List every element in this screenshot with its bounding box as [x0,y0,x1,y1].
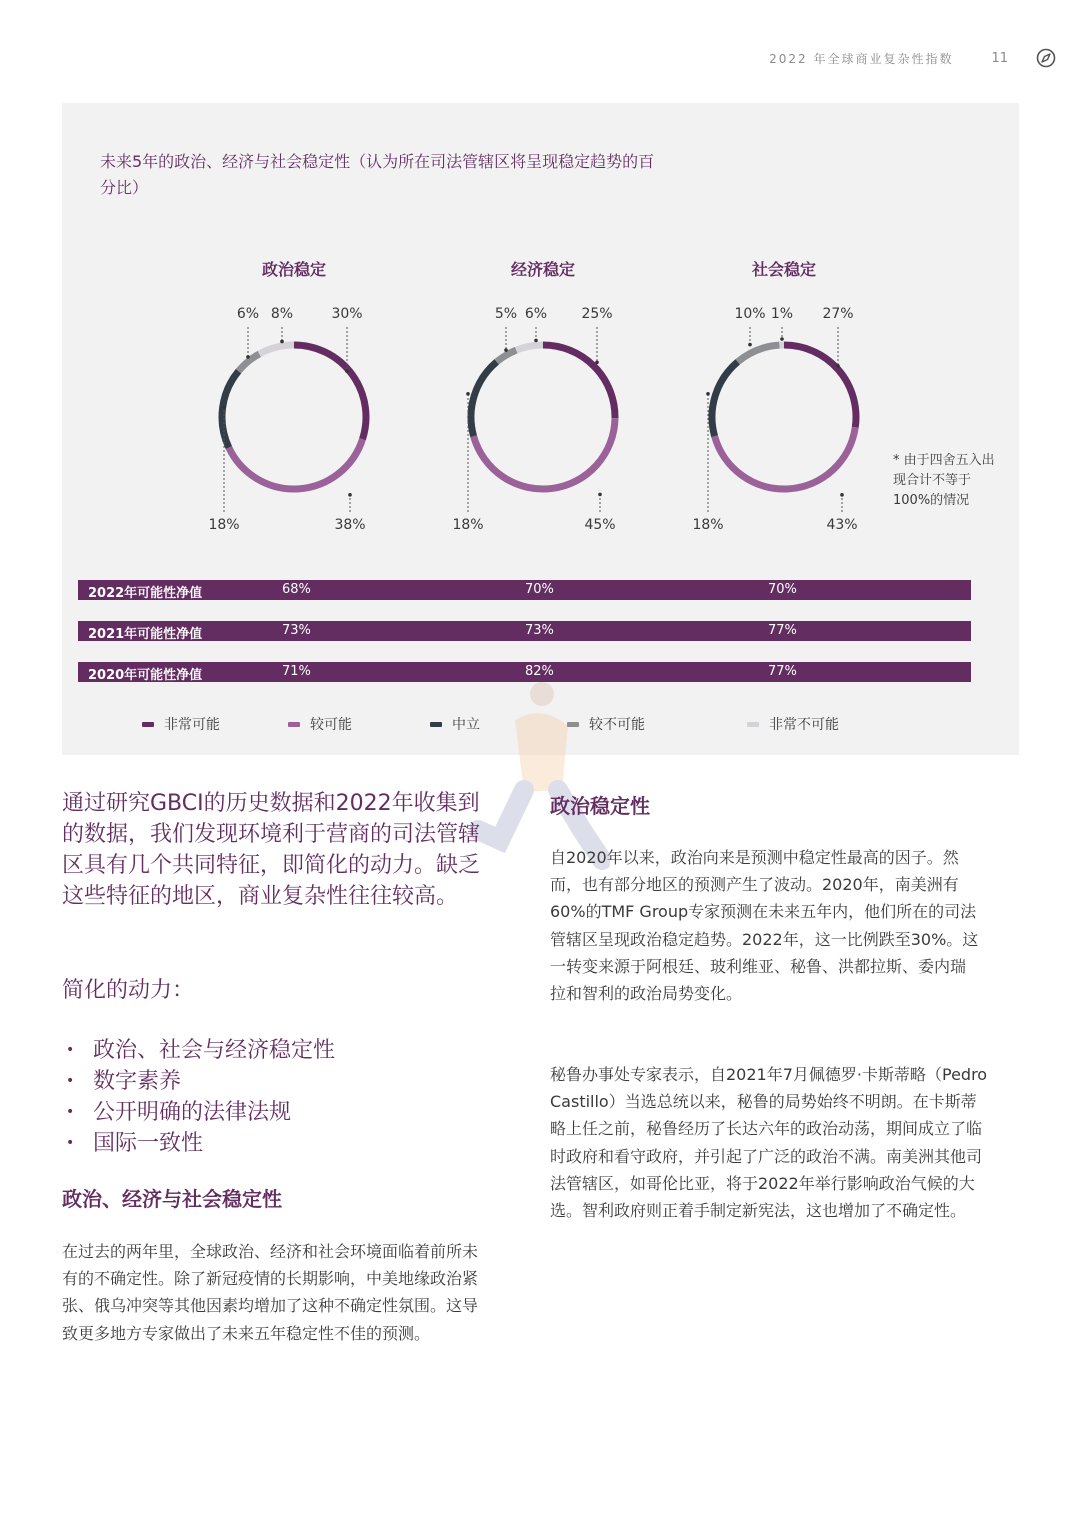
net-likelihood-bar [78,580,971,600]
donut-value-label: 30% [331,306,363,322]
legend-swatch [430,722,442,727]
donut-segment [543,345,615,418]
leader-dot [836,364,840,368]
legend-item [430,714,480,734]
net-likelihood-value: 77% [768,664,797,679]
leader-dot [246,355,250,359]
lead-paragraph: 通过研究GBCI的历史数据和2022年收集到的数据，我们发现环境利于营商的司法管辖区具有几个共同特征，即简化的动力。缺乏这些特征的地区，商业复杂性往往较高。 [62,791,481,909]
donut-segment [229,439,363,489]
legend-item [142,714,220,734]
legend-label: 中立 [452,717,480,733]
donut-segment [715,427,856,489]
legend-swatch [747,722,759,727]
donut-value-label: 6% [524,306,548,322]
donut-value-label: 43% [826,517,858,533]
legend-label: 较可能 [310,717,352,733]
donut-title: 社会稳定 [751,260,816,279]
donut-value-label: 8% [270,306,294,322]
net-likelihood-value: 70% [525,582,554,597]
donut-value-label: 10% [734,306,766,322]
net-likelihood-value: 68% [282,582,311,597]
leader-dot [598,493,602,497]
donut-segment [712,362,738,436]
report-title: 2022 年全球商业复杂性指数 [769,51,954,66]
compass-logo-icon [1036,48,1056,68]
donut-value-label: 18% [692,517,724,533]
drivers-list [66,1035,335,1159]
political-paragraph-2: 秘鲁办事处专家表示，自2021年7月佩德罗·卡斯蒂略（Pedro Castillo）当选总统以来，秘鲁的局势始终不明朗。在卡斯蒂略上任之前，秘鲁经历了长达六年的政治动荡，期间成立了临时政府和看守政府，并引起了广泛的政治不满。南美洲其他司法管辖区，如哥伦比亚，将于2022年举行影响政治气候的大选。智利政府则正着手制定新宪法，这也增加了不确定性。 [550,1065,988,1221]
legend-swatch [567,722,579,727]
legend-label: 非常不可能 [769,717,839,733]
donut-value-label: 25% [581,306,613,322]
net-likelihood-value: 70% [768,582,797,597]
donut-value-label: 6% [236,306,260,322]
donut-value-label: 5% [494,306,518,322]
donut-value-label: 1% [770,306,794,322]
stability-section-heading: 政治、经济与社会稳定性 [62,1187,282,1211]
donut-segment [474,418,615,489]
leader-dot [222,405,226,409]
leader-dot [706,392,710,396]
net-likelihood-label: 2020年可能性净值 [88,668,203,683]
donut-segment [516,345,543,350]
legend-swatch [288,722,300,727]
list-item: • 国际一致性 [66,1128,335,1159]
leader-dot [534,339,538,343]
page-number: 11 [991,50,1008,66]
chart-footnote: * 由于四舍五入出现合计不等于100%的情况 [893,453,995,508]
leader-dot [345,369,349,373]
net-likelihood-value: 73% [282,623,311,638]
leader-dot [504,348,508,352]
donut-value-label: 45% [584,517,616,533]
legend-swatch [142,722,154,727]
leader-dot [780,337,784,341]
donut-segment [222,371,239,448]
donut-segment [497,350,517,362]
donut-value-label: 18% [452,517,484,533]
net-likelihood-value: 71% [282,664,311,679]
leader-dot [348,493,352,497]
net-likelihood-value: 82% [525,664,554,679]
legend-item [567,714,645,734]
legend-item [747,714,839,734]
list-item-text: 公开明确的法律法规 [93,1100,292,1125]
donut-chart [654,287,914,547]
page-header [769,48,1056,68]
leader-dot [595,360,599,364]
leader-dot [466,392,470,396]
donut-title: 经济稳定 [510,260,575,279]
donut-chart [164,287,424,547]
donut-segment [784,345,856,427]
donut-value-label: 18% [208,517,240,533]
donut-value-label: 27% [822,306,854,322]
list-item: • 政治、社会与经济稳定性 [66,1035,335,1066]
donut-segment [471,362,497,436]
donut-segment [259,345,294,354]
political-stability-heading: 政治稳定性 [550,794,650,818]
legend-label: 非常可能 [164,717,220,733]
net-likelihood-label: 2021年可能性净值 [88,627,203,642]
net-likelihood-value: 73% [525,623,554,638]
donut-value-label: 38% [334,517,366,533]
list-item-text: 政治、社会与经济稳定性 [93,1038,336,1063]
list-item-text: 国际一致性 [93,1131,204,1156]
donut-segment [738,345,780,362]
donut-title: 政治稳定 [261,260,326,279]
legend-item [288,714,352,734]
leader-dot [748,343,752,347]
net-likelihood-bar [78,662,971,682]
list-item: • 公开明确的法律法规 [66,1097,335,1128]
chart-title: 未来5年的政治、经济与社会稳定性（认为所在司法管辖区将呈现稳定趋势的百分比） [100,152,655,197]
net-likelihood-label: 2022年可能性净值 [88,586,203,601]
political-paragraph-1: 自2020年以来，政治向来是预测中稳定性最高的因子。然而，也有部分地区的预测产生了波动。2020年，南美洲有60%的TMF Group专家预测在未来五年内，他们所在的司法管辖区呈现政治稳定趋势。2022年，这一比例跌至30%。这一转变来源于阿根廷、玻利维亚、秘鲁、洪都拉斯、委内瑞拉和智利的政治局势变化。 [550,848,979,1004]
leader-dot [840,493,844,497]
net-likelihood-bar [78,621,971,641]
donut-segment [294,345,366,439]
donut-chart [413,287,673,547]
drivers-heading: 简化的动力： [62,978,195,1003]
stability-paragraph: 在过去的两年里，全球政治、经济和社会环境面临着前所未有的不确定性。除了新冠疫情的长期影响，中美地缘政治紧张、俄乌冲突等其他因素均增加了这种不确定性氛围。这导致更多地方专家做出了未来五年稳定性不佳的预测。 [62,1242,479,1343]
list-item-text: 数字素养 [93,1069,182,1094]
leader-dot [280,340,284,344]
net-likelihood-value: 77% [768,623,797,638]
legend-label: 较不可能 [589,717,645,733]
list-item: • 数字素养 [66,1066,335,1097]
